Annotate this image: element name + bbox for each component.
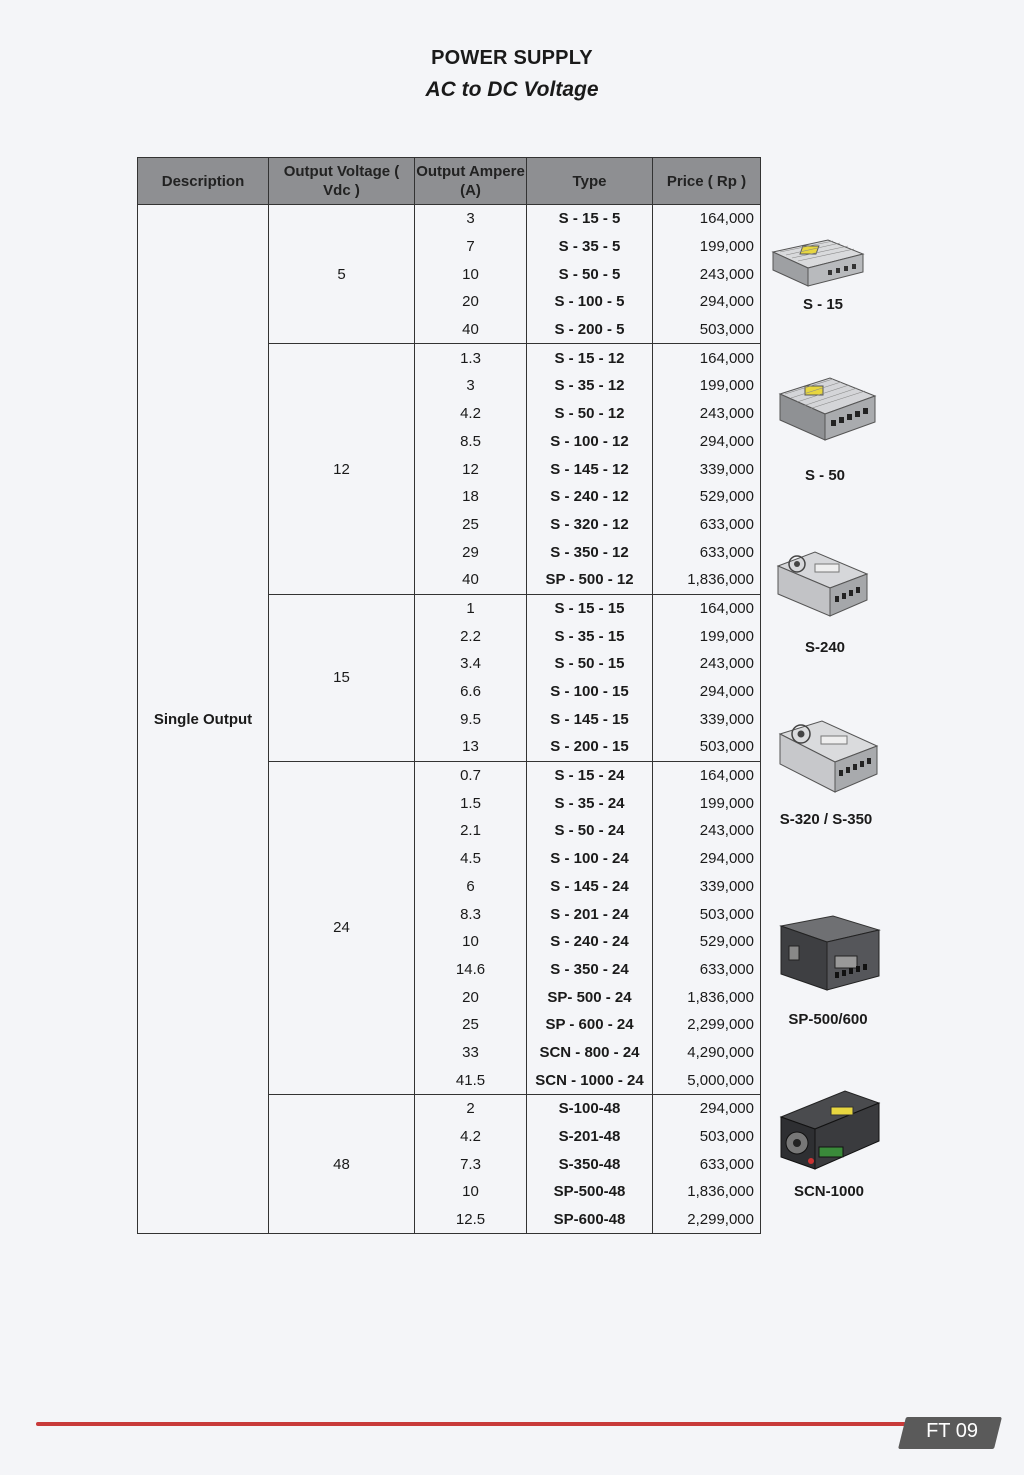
product-image-s320-s350: [777, 718, 887, 798]
type-cell: S - 200 - 5: [527, 316, 653, 344]
product-label-scn1000: SCN-1000: [793, 1183, 865, 1200]
price-cell: 1,836,000: [653, 1178, 761, 1206]
output-ampere-cell: 40: [415, 566, 527, 594]
box-psu-icon: [773, 912, 883, 997]
type-cell: S - 35 - 5: [527, 233, 653, 261]
type-cell: S - 50 - 12: [527, 400, 653, 428]
type-cell: S - 201 - 24: [527, 900, 653, 928]
type-cell: SP- 500 - 24: [527, 983, 653, 1011]
price-cell: 529,000: [653, 483, 761, 511]
product-label-s15: S - 15: [802, 296, 844, 313]
product-image-scn1000: [775, 1087, 885, 1177]
type-cell: S - 35 - 15: [527, 622, 653, 650]
enclosed-psu-fan-icon: [775, 548, 870, 623]
output-ampere-cell: 25: [415, 511, 527, 539]
type-cell: S-201-48: [527, 1123, 653, 1151]
type-cell: S - 240 - 24: [527, 928, 653, 956]
price-cell: 633,000: [653, 956, 761, 984]
price-cell: 1,836,000: [653, 566, 761, 594]
type-cell: S - 145 - 15: [527, 705, 653, 733]
output-voltage-cell: 5: [269, 205, 415, 344]
type-cell: S - 100 - 24: [527, 845, 653, 873]
price-cell: 199,000: [653, 789, 761, 817]
output-ampere-cell: 6: [415, 873, 527, 901]
price-cell: 243,000: [653, 400, 761, 428]
price-table: [137, 157, 761, 1234]
table-row: [138, 205, 761, 233]
type-cell: S - 15 - 24: [527, 761, 653, 789]
type-cell: S - 350 - 24: [527, 956, 653, 984]
price-cell: 294,000: [653, 678, 761, 706]
output-ampere-cell: 4.2: [415, 1123, 527, 1151]
type-cell: S - 100 - 12: [527, 428, 653, 456]
output-ampere-cell: 20: [415, 983, 527, 1011]
type-cell: S - 15 - 12: [527, 344, 653, 372]
output-ampere-cell: 20: [415, 288, 527, 316]
output-ampere-cell: 2.2: [415, 622, 527, 650]
page-subtitle: AC to DC Voltage: [425, 78, 599, 101]
output-ampere-cell: 29: [415, 538, 527, 566]
type-cell: S - 100 - 5: [527, 288, 653, 316]
output-ampere-cell: 10: [415, 260, 527, 288]
psu-with-fan-icon: [775, 1087, 883, 1177]
price-cell: 1,836,000: [653, 983, 761, 1011]
type-cell: SCN - 1000 - 24: [527, 1066, 653, 1094]
price-cell: 503,000: [653, 316, 761, 344]
price-cell: 529,000: [653, 928, 761, 956]
type-cell: S - 50 - 24: [527, 817, 653, 845]
type-cell: S-100-48: [527, 1095, 653, 1123]
output-ampere-cell: 7: [415, 233, 527, 261]
price-cell: 294,000: [653, 288, 761, 316]
output-ampere-cell: 8.3: [415, 900, 527, 928]
output-ampere-cell: 13: [415, 733, 527, 761]
page-code: FT 09: [926, 1420, 978, 1442]
output-ampere-cell: 12: [415, 455, 527, 483]
output-ampere-cell: 9.5: [415, 705, 527, 733]
description-cell: Single Output: [138, 205, 269, 1234]
price-cell: 2,299,000: [653, 1011, 761, 1039]
output-voltage-cell: 48: [269, 1095, 415, 1234]
price-cell: 294,000: [653, 1095, 761, 1123]
product-image-s240: [775, 548, 885, 623]
output-ampere-cell: 8.5: [415, 428, 527, 456]
footer-red-line: [36, 1422, 906, 1426]
output-ampere-cell: 10: [415, 1178, 527, 1206]
price-table-header: [138, 158, 761, 205]
output-ampere-cell: 3: [415, 205, 527, 233]
type-cell: S - 320 - 12: [527, 511, 653, 539]
price-cell: 243,000: [653, 650, 761, 678]
type-cell: SP - 600 - 24: [527, 1011, 653, 1039]
enclosed-psu-fan-icon: [777, 718, 882, 798]
type-cell: SP-600-48: [527, 1206, 653, 1234]
col-header-type: Type: [527, 158, 653, 205]
type-cell: S - 240 - 12: [527, 483, 653, 511]
output-voltage-cell: 15: [269, 594, 415, 761]
product-label-sp500-600: SP-500/600: [788, 1011, 868, 1028]
type-cell: S - 50 - 5: [527, 260, 653, 288]
product-image-s50: [775, 372, 885, 447]
price-cell: 4,290,000: [653, 1039, 761, 1067]
output-ampere-cell: 40: [415, 316, 527, 344]
type-cell: SCN - 800 - 24: [527, 1039, 653, 1067]
type-cell: S - 200 - 15: [527, 733, 653, 761]
price-cell: 294,000: [653, 845, 761, 873]
page-title: POWER SUPPLY: [431, 47, 593, 69]
type-cell: S - 15 - 15: [527, 594, 653, 622]
type-cell: S - 15 - 5: [527, 205, 653, 233]
price-cell: 633,000: [653, 1150, 761, 1178]
col-header-price: Price ( Rp ): [653, 158, 761, 205]
product-label-s240: S-240: [804, 639, 846, 656]
price-cell: 243,000: [653, 817, 761, 845]
output-ampere-cell: 2: [415, 1095, 527, 1123]
product-image-s15: [768, 232, 878, 292]
product-image-sp500-600: [773, 912, 883, 997]
output-voltage-cell: 24: [269, 761, 415, 1094]
output-ampere-cell: 25: [415, 1011, 527, 1039]
output-ampere-cell: 1.3: [415, 344, 527, 372]
price-cell: 339,000: [653, 873, 761, 901]
output-ampere-cell: 18: [415, 483, 527, 511]
type-cell: SP-500-48: [527, 1178, 653, 1206]
output-ampere-cell: 3.4: [415, 650, 527, 678]
price-cell: 633,000: [653, 511, 761, 539]
price-cell: 503,000: [653, 733, 761, 761]
output-ampere-cell: 0.7: [415, 761, 527, 789]
price-cell: 294,000: [653, 428, 761, 456]
output-ampere-cell: 7.3: [415, 1150, 527, 1178]
output-ampere-cell: 10: [415, 928, 527, 956]
price-cell: 164,000: [653, 761, 761, 789]
price-cell: 503,000: [653, 1123, 761, 1151]
price-cell: 199,000: [653, 372, 761, 400]
output-ampere-cell: 2.1: [415, 817, 527, 845]
output-ampere-cell: 41.5: [415, 1066, 527, 1094]
output-ampere-cell: 1.5: [415, 789, 527, 817]
price-cell: 339,000: [653, 455, 761, 483]
price-cell: 199,000: [653, 622, 761, 650]
output-ampere-cell: 6.6: [415, 678, 527, 706]
col-header-output-ampere: Output Ampere (A): [415, 158, 527, 205]
type-cell: S - 145 - 24: [527, 873, 653, 901]
price-cell: 2,299,000: [653, 1206, 761, 1234]
price-cell: 339,000: [653, 705, 761, 733]
output-ampere-cell: 14.6: [415, 956, 527, 984]
price-cell: 164,000: [653, 594, 761, 622]
type-cell: S-350-48: [527, 1150, 653, 1178]
col-header-description: Description: [138, 158, 269, 205]
price-cell: 164,000: [653, 205, 761, 233]
output-ampere-cell: 1: [415, 594, 527, 622]
type-cell: S - 350 - 12: [527, 538, 653, 566]
output-ampere-cell: 33: [415, 1039, 527, 1067]
price-cell: 633,000: [653, 538, 761, 566]
product-label-s320-s350: S-320 / S-350: [779, 811, 873, 828]
output-ampere-cell: 4.5: [415, 845, 527, 873]
price-cell: 164,000: [653, 344, 761, 372]
price-cell: 503,000: [653, 900, 761, 928]
price-table-body: [138, 205, 761, 1234]
output-voltage-cell: 12: [269, 344, 415, 594]
price-cell: 199,000: [653, 233, 761, 261]
type-cell: S - 35 - 24: [527, 789, 653, 817]
type-cell: S - 35 - 12: [527, 372, 653, 400]
enclosed-psu-mesh-icon: [775, 372, 880, 447]
type-cell: S - 100 - 15: [527, 678, 653, 706]
type-cell: S - 145 - 12: [527, 455, 653, 483]
price-cell: 5,000,000: [653, 1066, 761, 1094]
col-header-output-voltage: Output Voltage ( Vdc ): [269, 158, 415, 205]
output-ampere-cell: 12.5: [415, 1206, 527, 1234]
enclosed-psu-mesh-icon: [768, 232, 868, 292]
price-cell: 243,000: [653, 260, 761, 288]
product-label-s50: S - 50: [804, 467, 846, 484]
output-ampere-cell: 3: [415, 372, 527, 400]
type-cell: S - 50 - 15: [527, 650, 653, 678]
output-ampere-cell: 4.2: [415, 400, 527, 428]
type-cell: SP - 500 - 12: [527, 566, 653, 594]
